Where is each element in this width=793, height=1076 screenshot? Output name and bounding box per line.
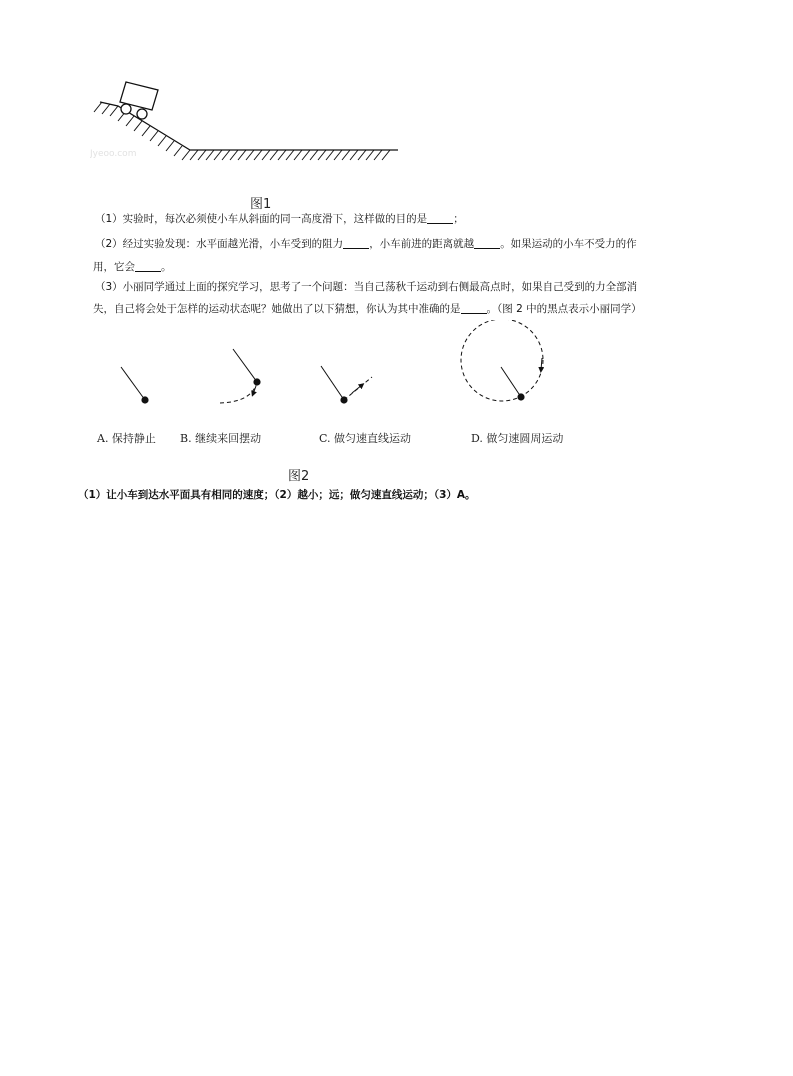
question-3-text-b: 失，自己将会处于怎样的运动状态呢？她做出了以下猜想，你认为其中准确的是 (93, 303, 461, 315)
question-1 (95, 208, 464, 230)
question-1-end: ； (453, 213, 464, 225)
question-1-text: （1）实验时，每次必须使小车从斜面的同一高度滑下，这样做的目的是 (95, 213, 428, 225)
question-2-text-b: ，小车前进的距离就越 (369, 238, 475, 250)
ground-hatch-mark (206, 150, 214, 160)
option-a-label: A. 保持静止 (97, 432, 156, 445)
figure1-incline-diagram (90, 70, 410, 170)
figure2-caption: 图2 (288, 469, 310, 484)
option-b-diagram (220, 349, 261, 403)
ground-hatch-mark (294, 150, 302, 160)
answer-blank (135, 259, 161, 272)
answer-blank (427, 211, 453, 224)
ground-hatch-mark (222, 150, 230, 160)
question-3 (95, 276, 637, 298)
ground-hatch-mark (350, 150, 358, 160)
ground-hatch-mark (302, 150, 310, 160)
ground-hatch-mark (214, 150, 222, 160)
ground-hatch-mark (270, 150, 278, 160)
answer-blank (461, 301, 487, 314)
question-2 (95, 233, 637, 255)
ground-hatch-mark (190, 150, 198, 160)
watermark: Jyeoo.com (90, 149, 137, 159)
answer-blank (474, 236, 500, 249)
ground-hatch-mark (374, 150, 382, 160)
ground-hatch-mark (366, 150, 374, 160)
ground-hatch-mark (382, 150, 390, 160)
question-2-text-d: 用，它会 (93, 261, 135, 273)
option-c-diagram (321, 366, 372, 404)
ground-hatch-mark (318, 150, 326, 160)
ground-hatch-mark (246, 150, 254, 160)
option-c-label: C. 做匀速直线运动 (319, 432, 412, 445)
cart-icon (120, 82, 158, 119)
ground-hatch-mark (238, 150, 246, 160)
ground-hatch-mark (334, 150, 342, 160)
question-2-text-e: 。 (161, 261, 172, 273)
ground-hatch-mark (254, 150, 262, 160)
ground-hatch-mark (262, 150, 270, 160)
ground-hatch-mark (286, 150, 294, 160)
option-d-diagram (461, 320, 543, 401)
ground-hatch-mark (278, 150, 286, 160)
option-d-label: D. 做匀速圆周运动 (471, 432, 564, 445)
figure1-caption: 图1 (250, 197, 272, 212)
ground-hatch-mark (358, 150, 366, 160)
question-2-text-a: （2）经过实验发现：水平面越光滑，小车受到的阻力 (95, 238, 344, 250)
answer-text: （1）让小车到达水平面具有相同的速度；（2）越小；远；做匀速直线运动；（3）A。 (78, 489, 476, 501)
figure2-swing-diagrams (90, 320, 570, 425)
ground-hatch-mark (230, 150, 238, 160)
answer-blank (343, 236, 369, 249)
question-2-line2 (93, 256, 172, 278)
ground-hatch-mark (326, 150, 334, 160)
option-b-label: B. 继续来回摆动 (180, 432, 262, 445)
question-3-text-a: （3）小丽同学通过上面的探究学习，思考了一个问题：当自己荡秋千运动到右侧最高点时，如果自己受到的力全部消 (95, 281, 638, 293)
ground-hatch-mark (198, 150, 206, 160)
option-a-diagram (121, 367, 149, 404)
question-3-text-c: 。（图 2 中的黑点表示小丽同学） (486, 303, 642, 315)
ground-hatch-mark (310, 150, 318, 160)
question-2-text-c: 。如果运动的小车不受力的作 (500, 238, 637, 250)
ground-hatch-mark (342, 150, 350, 160)
question-3-line2 (93, 298, 642, 320)
